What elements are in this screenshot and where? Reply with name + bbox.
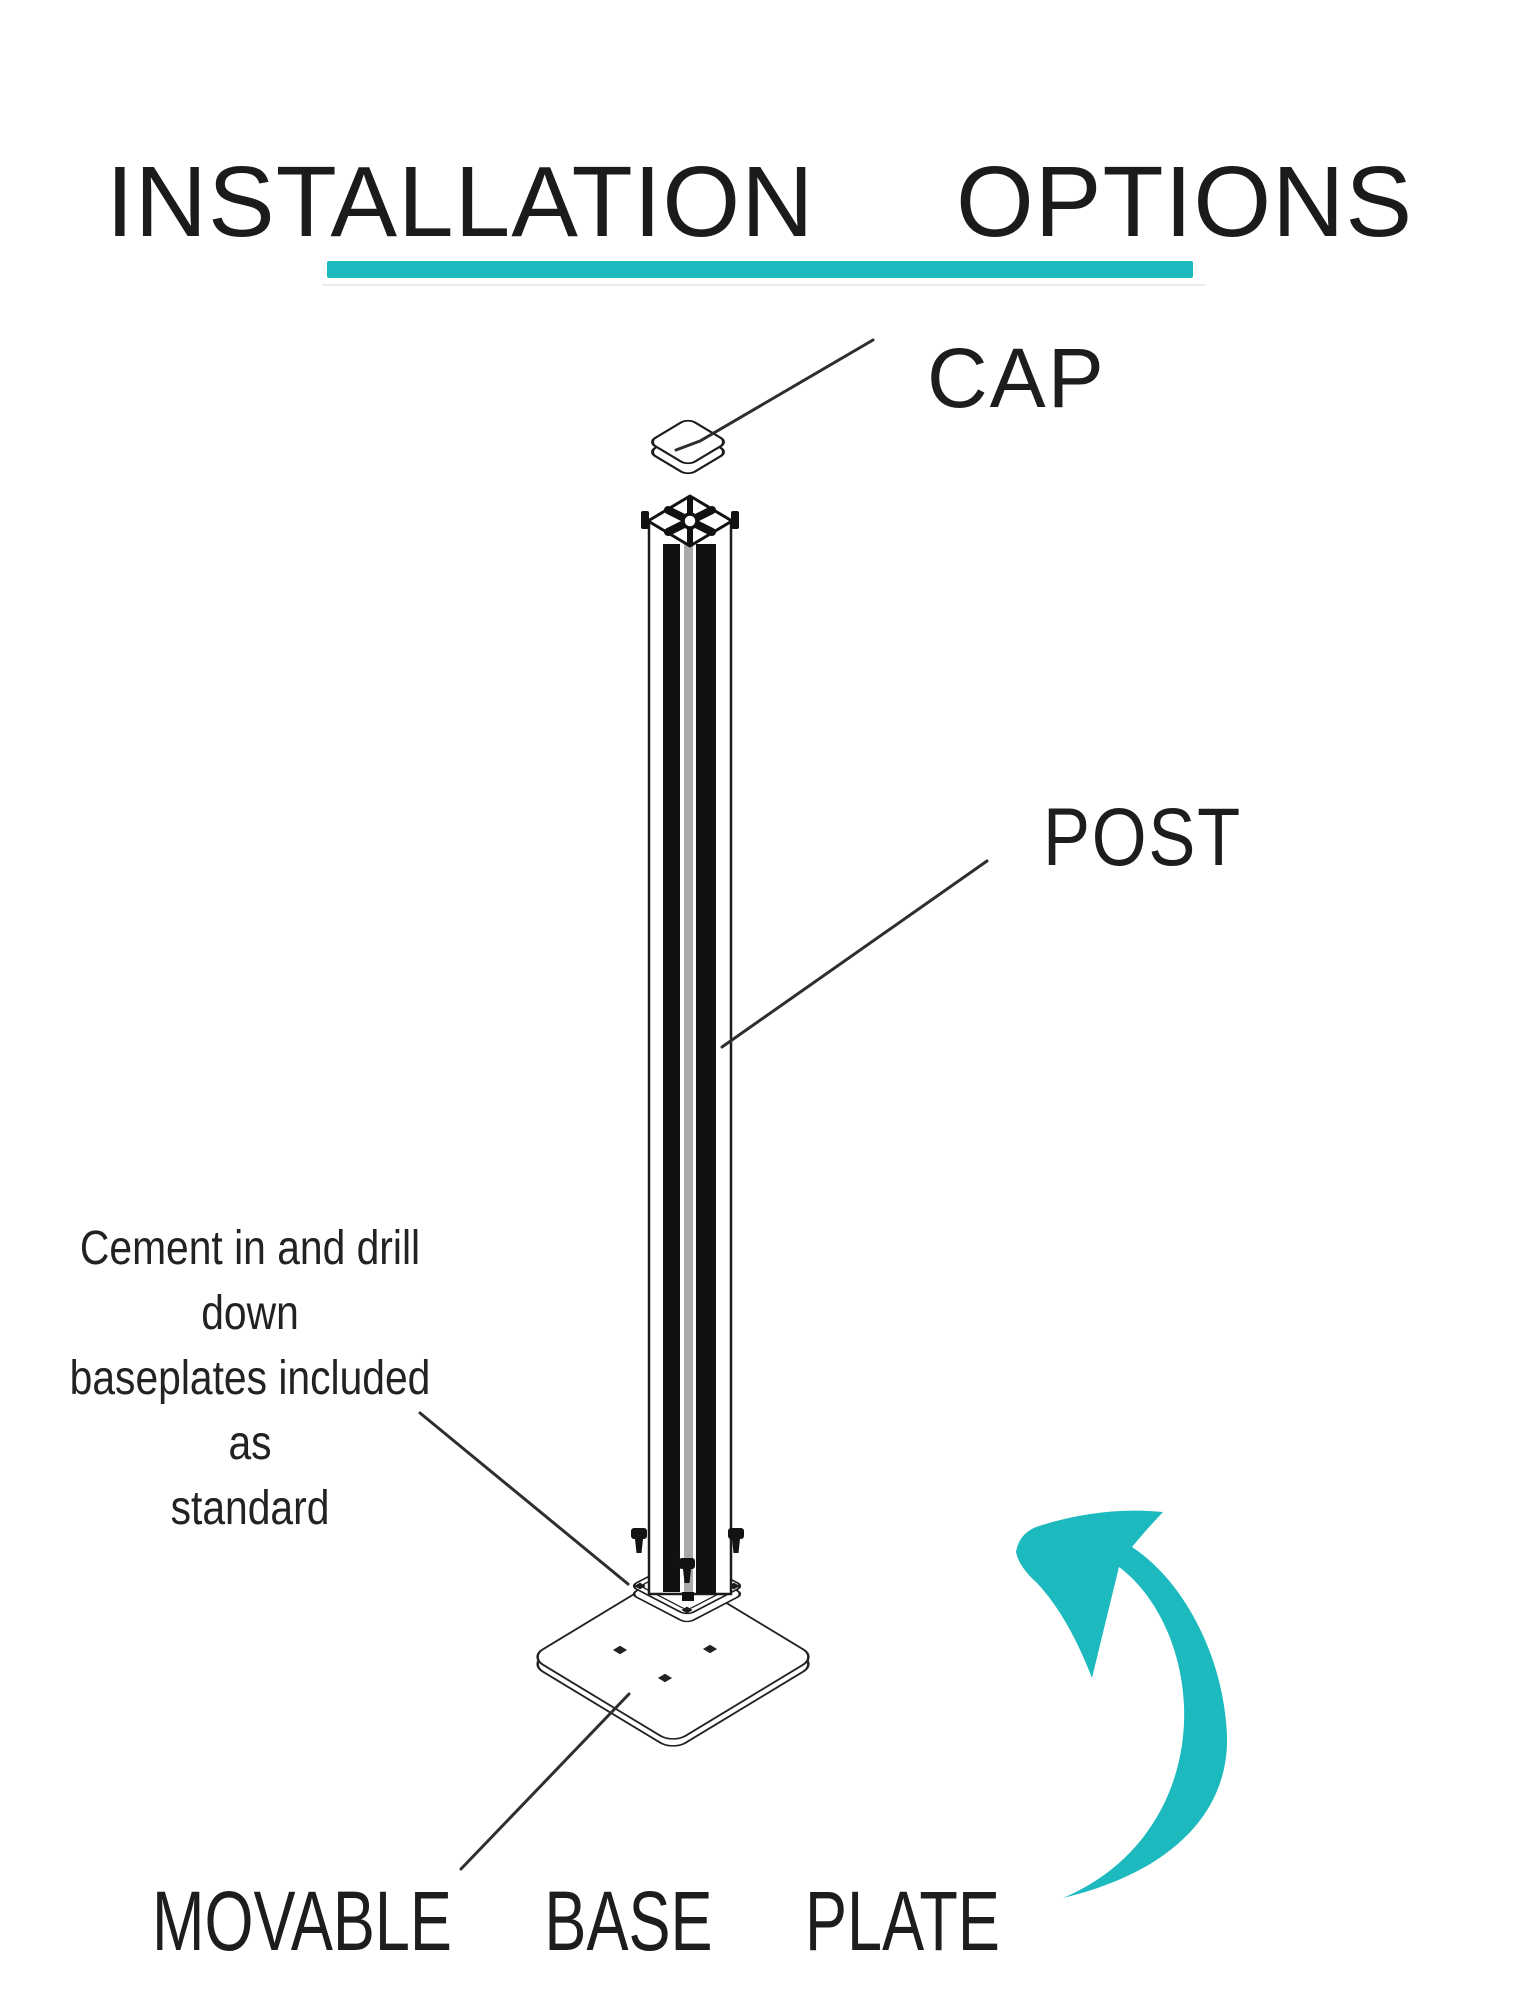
post-leader-line [722, 861, 987, 1047]
page-title: INSTALLATION OPTIONS [106, 146, 1414, 258]
post-stripe-right [696, 544, 716, 1594]
post-stripe-center [684, 544, 693, 1598]
installation-note [50, 1216, 450, 1541]
anchor-bolt [631, 1528, 647, 1553]
movable-base-plate-label: MOVABLE BASE PLATE [152, 1874, 1000, 1968]
post-stripe-left [663, 544, 680, 1592]
post-bottom-tongue [682, 1592, 694, 1601]
note-line: standard [170, 1482, 330, 1535]
cap-label: CAP [927, 331, 1106, 425]
plate-leader-line [461, 1694, 629, 1869]
note-line: baseplates included as [69, 1352, 431, 1470]
title-divider-bar [327, 261, 1193, 278]
note-line: Cement in and drill down [79, 1222, 421, 1340]
note-leader-line [420, 1413, 628, 1584]
post-drawing [641, 496, 739, 1601]
curved-arrow-icon [1016, 1511, 1227, 1898]
post-label: POST [1043, 792, 1242, 883]
